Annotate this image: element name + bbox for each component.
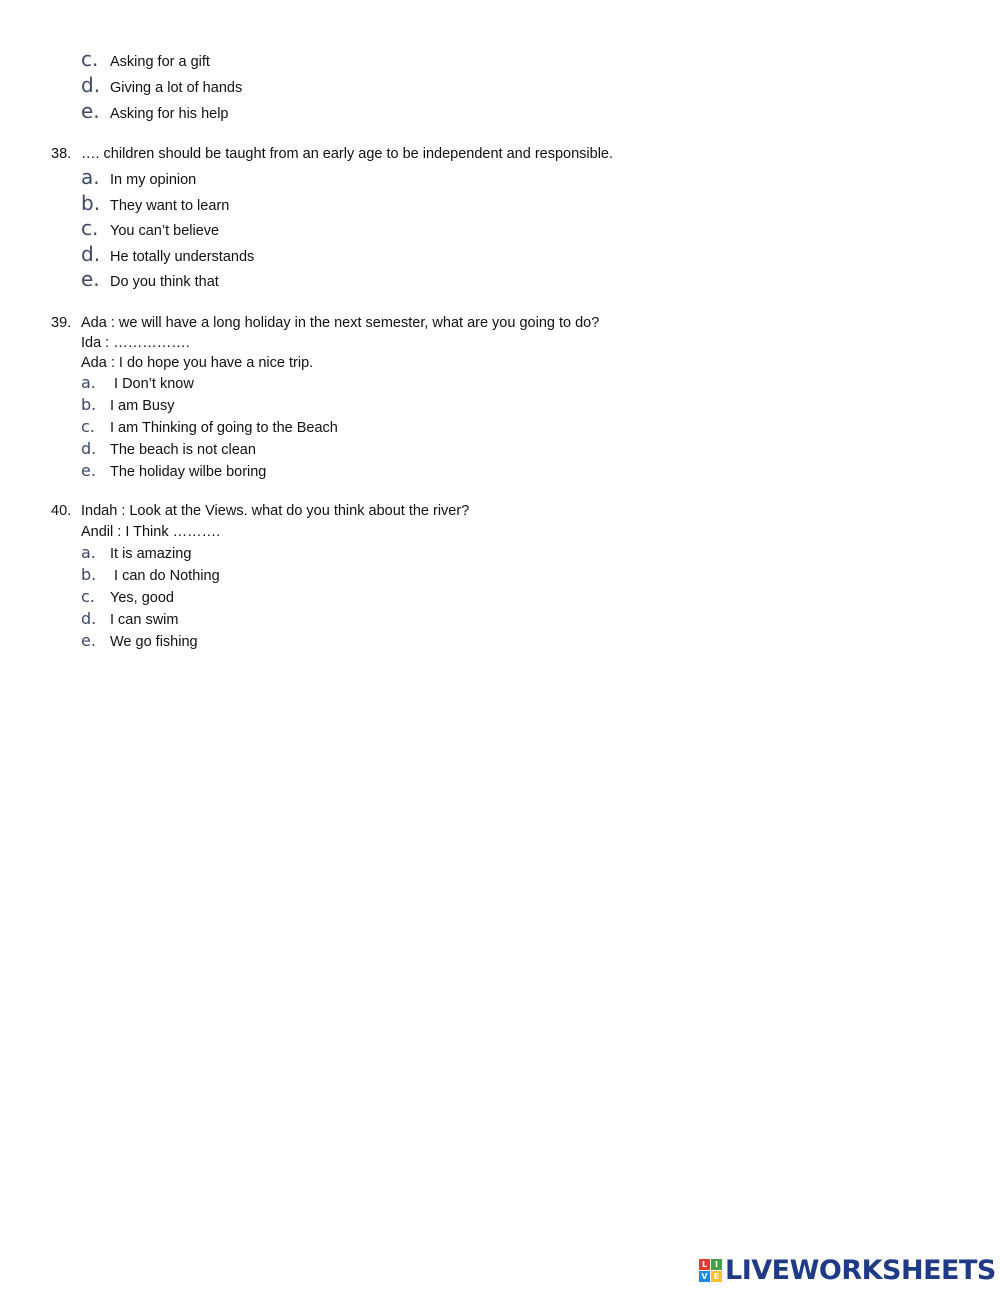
option-text: Asking for his help [110,106,229,122]
option-letter: e. [81,461,96,480]
option-letter: d. [81,609,97,628]
dialogue-line: Ada : I do hope you have a nice trip. [81,355,314,371]
logo-block: V [699,1271,710,1282]
option-letter: b. [81,191,101,215]
question-number: 38. [51,146,72,162]
option-text: Do you think that [110,274,219,290]
option-letter: b. [81,565,97,584]
option-text: Asking for a gift [110,54,210,70]
option-letter: d. [81,439,97,458]
logo-wordmark: LIVEWORKSHEETS [725,1254,996,1286]
option-text: I can do Nothing [110,568,220,584]
option-letter: a. [81,543,96,562]
option-letter: c. [81,587,95,606]
option-letter: c. [81,417,95,436]
question-number: 39. [51,315,72,331]
dialogue-line: Ida : ……………. [81,335,190,351]
option-text: In my opinion [110,172,197,188]
option-text: I am Thinking of going to the Beach [110,420,338,436]
option-letter: c. [81,216,99,240]
option-text: I am Busy [110,398,175,414]
option-text: He totally understands [110,249,255,265]
option-letter: e. [81,267,100,291]
logo-block: L [699,1259,710,1270]
option-text: The holiday wilbe boring [110,464,267,480]
option-text: The beach is not clean [110,442,256,458]
dialogue-line: Andil : I Think ………. [81,524,221,540]
question-stem: Indah : Look at the Views. what do you think about the river? [81,503,470,519]
option-letter: a. [81,165,100,189]
option-text: You can’t believe [110,223,220,239]
option-text: I Don’t know [110,376,194,392]
logo-block: I [711,1259,722,1270]
logo-block: E [711,1271,722,1282]
option-text: They want to learn [110,198,230,214]
option-text: We go fishing [110,634,198,650]
option-letter: e. [81,631,96,650]
question-stem: …. children should be taught from an early age to be independent and responsible. [81,146,614,162]
option-letter: e. [81,99,100,123]
option-text: I can swim [110,612,179,628]
option-letter: d. [81,73,101,97]
liveworksheets-logo[interactable] [699,1255,996,1285]
question-stem: Ada : we will have a long holiday in the next semester, what are you going to do? [81,315,600,331]
logo-blocks-icon [699,1259,722,1282]
option-letter: b. [81,395,97,414]
option-letter: a. [81,373,96,392]
option-letter: d. [81,242,101,266]
question-number: 40. [51,503,72,519]
option-letter: c. [81,47,99,71]
option-text: Yes, good [110,590,174,606]
option-text: Giving a lot of hands [110,80,243,96]
option-text: It is amazing [110,546,192,562]
